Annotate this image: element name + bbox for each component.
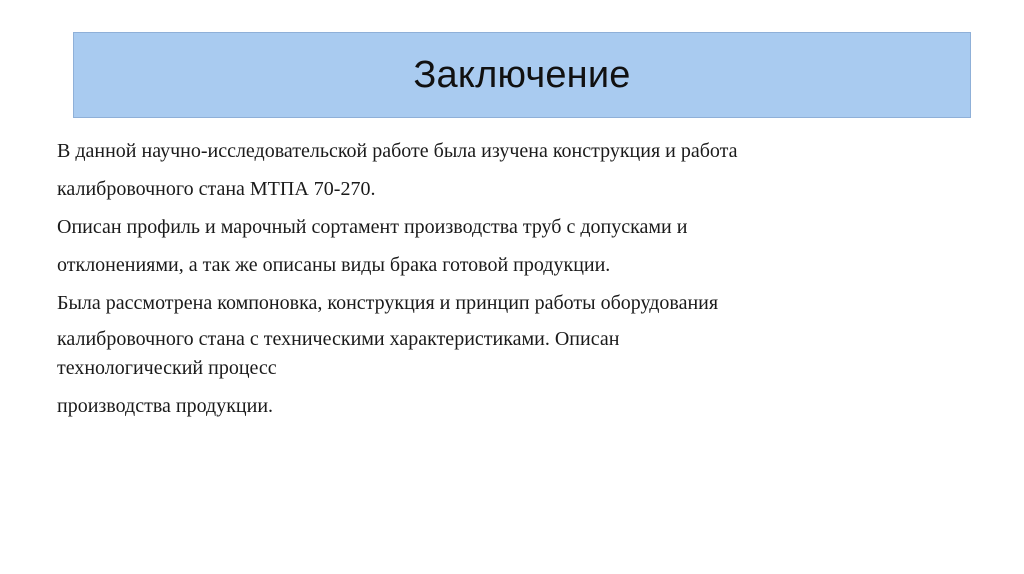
- text-line: калибровочного стана МТПА 70-270.: [57, 178, 376, 200]
- title-banner: [73, 32, 971, 118]
- text-line: производства продукции.: [57, 395, 274, 417]
- text-line: Была рассмотрена компоновка, конструкция и принцип работы оборудования: [57, 292, 719, 314]
- text-line: В данной научно-исследовательской работе была изучена конструкция и работа: [57, 140, 738, 162]
- slide-title: Заключение: [413, 53, 631, 96]
- text-line: отклонениями, а так же описаны виды брака готовой продукции.: [57, 254, 611, 276]
- text-line: Описан профиль и марочный сортамент производства труб с допусками и: [57, 216, 688, 238]
- text-line: технологический процесс: [57, 357, 277, 379]
- text-line: калибровочного стана с техническими характеристиками. Описан: [57, 328, 620, 350]
